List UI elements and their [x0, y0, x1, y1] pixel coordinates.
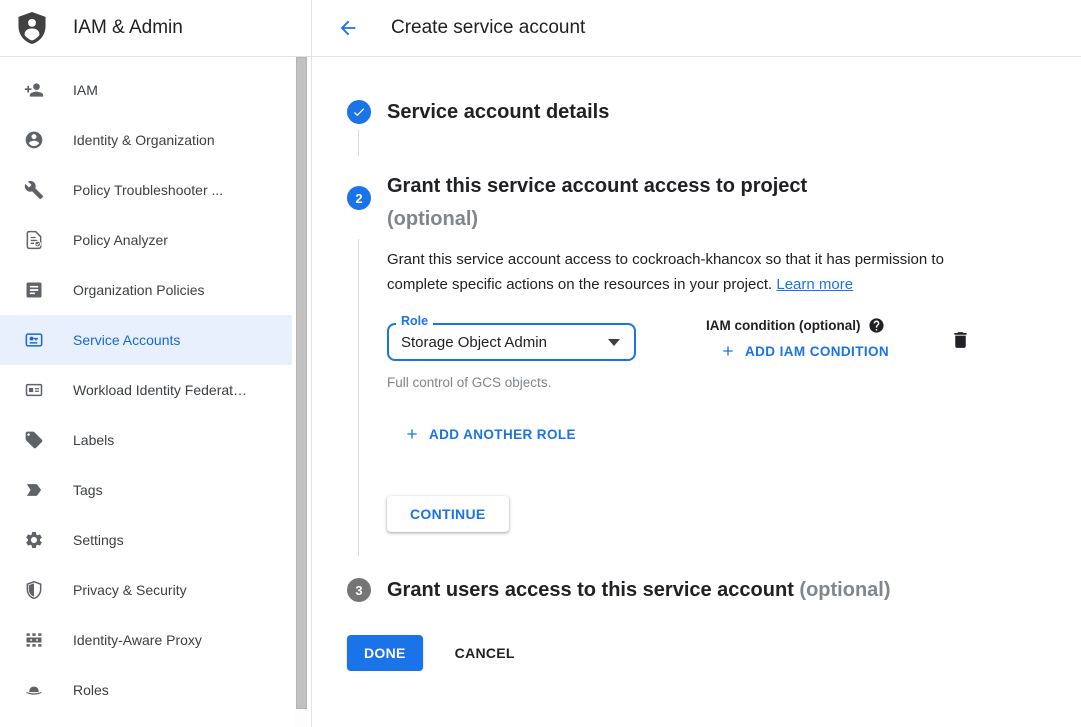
sidebar-item-label: Labels — [73, 432, 115, 448]
hat-icon — [24, 680, 44, 700]
step3-optional-label: (optional) — [799, 578, 891, 601]
plus-icon — [720, 343, 736, 359]
sidebar-item-workload-identity-federation[interactable] — [0, 365, 292, 415]
product-title: IAM & Admin — [73, 17, 183, 38]
step3-header[interactable] — [347, 578, 1051, 602]
sidebar-item-label: Roles — [73, 682, 109, 698]
sidebar-item-label: IAM — [73, 82, 98, 98]
tag-icon — [24, 480, 44, 500]
sidebar-item-label: Identity & Organization — [73, 132, 215, 148]
id-card-icon — [24, 380, 44, 400]
check-icon — [352, 105, 366, 119]
sidebar-header — [0, 0, 311, 57]
sidebar-item-label: Workload Identity Federat… — [73, 382, 248, 398]
add-another-role-label: ADD ANOTHER ROLE — [429, 426, 576, 442]
sidebar-item-identity-organization[interactable] — [0, 115, 292, 165]
plus-icon — [404, 426, 420, 442]
sidebar-item-label: Tags — [73, 482, 103, 498]
page-title: Create service account — [391, 17, 586, 38]
sidebar-item-label: Privacy & Security — [73, 582, 187, 598]
sidebar-item-labels[interactable] — [0, 415, 292, 465]
step-connector — [358, 130, 359, 156]
sidebar-scrollbar — [295, 57, 308, 727]
role-field — [387, 314, 636, 390]
trash-icon[interactable] — [950, 329, 971, 351]
cancel-button[interactable]: CANCEL — [454, 645, 515, 661]
sidebar-item-privacy-security[interactable] — [0, 565, 292, 615]
role-helper-text: Full control of GCS objects. — [387, 375, 552, 390]
article-icon — [24, 280, 44, 300]
sidebar-item-policy-analyzer[interactable] — [0, 215, 292, 265]
main-panel — [312, 0, 1081, 727]
sidebar-item-label: Identity-Aware Proxy — [73, 632, 202, 648]
step1-complete-circle — [347, 100, 371, 124]
shield-person-icon — [17, 12, 47, 44]
step2-number-circle — [347, 186, 371, 210]
dropdown-caret-icon — [608, 339, 620, 346]
sidebar-item-organization-policies[interactable] — [0, 265, 292, 315]
arrow-back-icon — [337, 17, 359, 39]
step2-body — [358, 239, 1051, 556]
add-iam-condition-label: ADD IAM CONDITION — [745, 343, 890, 359]
learn-more-link[interactable]: Learn more — [776, 276, 854, 293]
sidebar-item-service-accounts[interactable] — [0, 315, 292, 365]
role-row — [387, 314, 1027, 390]
sidebar-item-policy-troubleshooter[interactable] — [0, 165, 292, 215]
step2-header[interactable] — [347, 170, 1051, 236]
add-another-role-button[interactable] — [404, 426, 1051, 442]
step2-description — [387, 247, 979, 297]
step2-title-block — [387, 170, 807, 236]
sidebar-item-settings[interactable] — [0, 515, 292, 565]
sidebar-item-label: Policy Analyzer — [73, 232, 168, 248]
wizard-content — [312, 57, 1081, 671]
wrench-icon — [24, 180, 44, 200]
sidebar-item-iam[interactable] — [0, 65, 292, 115]
step3-title-text: Grant users access to this service account — [387, 578, 794, 601]
scrollbar-thumb[interactable] — [296, 57, 307, 709]
sidebar-nav — [0, 57, 311, 715]
step3-title — [387, 579, 891, 602]
sidebar-item-label: Organization Policies — [73, 282, 205, 298]
role-selected-value: Storage Object Admin — [401, 333, 547, 351]
done-button[interactable]: DONE — [347, 635, 423, 671]
service-account-icon — [24, 330, 44, 350]
iam-condition-label: IAM condition (optional) — [706, 318, 861, 333]
continue-row — [387, 496, 1051, 532]
role-select[interactable] — [387, 323, 636, 361]
sidebar-item-label: Policy Troubleshooter ... — [73, 182, 224, 198]
sidebar-item-label: Service Accounts — [73, 332, 181, 348]
gear-icon — [24, 530, 44, 550]
role-field-label: Role — [396, 314, 433, 328]
continue-button[interactable]: CONTINUE — [387, 496, 509, 532]
iam-condition-block — [706, 317, 889, 359]
step3-number-circle — [347, 578, 371, 602]
step3-number: 3 — [355, 582, 363, 598]
add-iam-condition-button[interactable] — [720, 343, 889, 359]
sidebar-item-identity-aware-proxy[interactable] — [0, 615, 292, 665]
step2-title: Grant this service account access to project — [387, 175, 808, 197]
iam-condition-label-row — [706, 317, 889, 334]
policy-doc-icon — [24, 230, 44, 250]
help-icon[interactable] — [868, 317, 885, 334]
account-circle-icon — [24, 130, 44, 150]
label-icon — [24, 430, 44, 450]
proxy-icon — [24, 630, 44, 650]
step2-description-text: Grant this service account access to cockroach-khancox so that it has permission to complete specific actions on the resources in your project. — [387, 251, 944, 293]
step1-title: Service account details — [387, 101, 610, 123]
wizard-actions — [347, 635, 1051, 671]
sidebar-item-tags[interactable] — [0, 465, 292, 515]
person-add-icon — [24, 80, 44, 100]
sidebar-item-label: Settings — [73, 532, 124, 548]
topbar — [312, 0, 1081, 57]
sidebar — [0, 0, 312, 727]
step1-header[interactable] — [347, 100, 1051, 124]
shield-half-icon — [24, 580, 44, 600]
back-button[interactable] — [337, 16, 361, 40]
step2-optional-label: (optional) — [387, 208, 479, 230]
step2-number: 2 — [355, 190, 363, 206]
sidebar-item-roles[interactable] — [0, 665, 292, 715]
